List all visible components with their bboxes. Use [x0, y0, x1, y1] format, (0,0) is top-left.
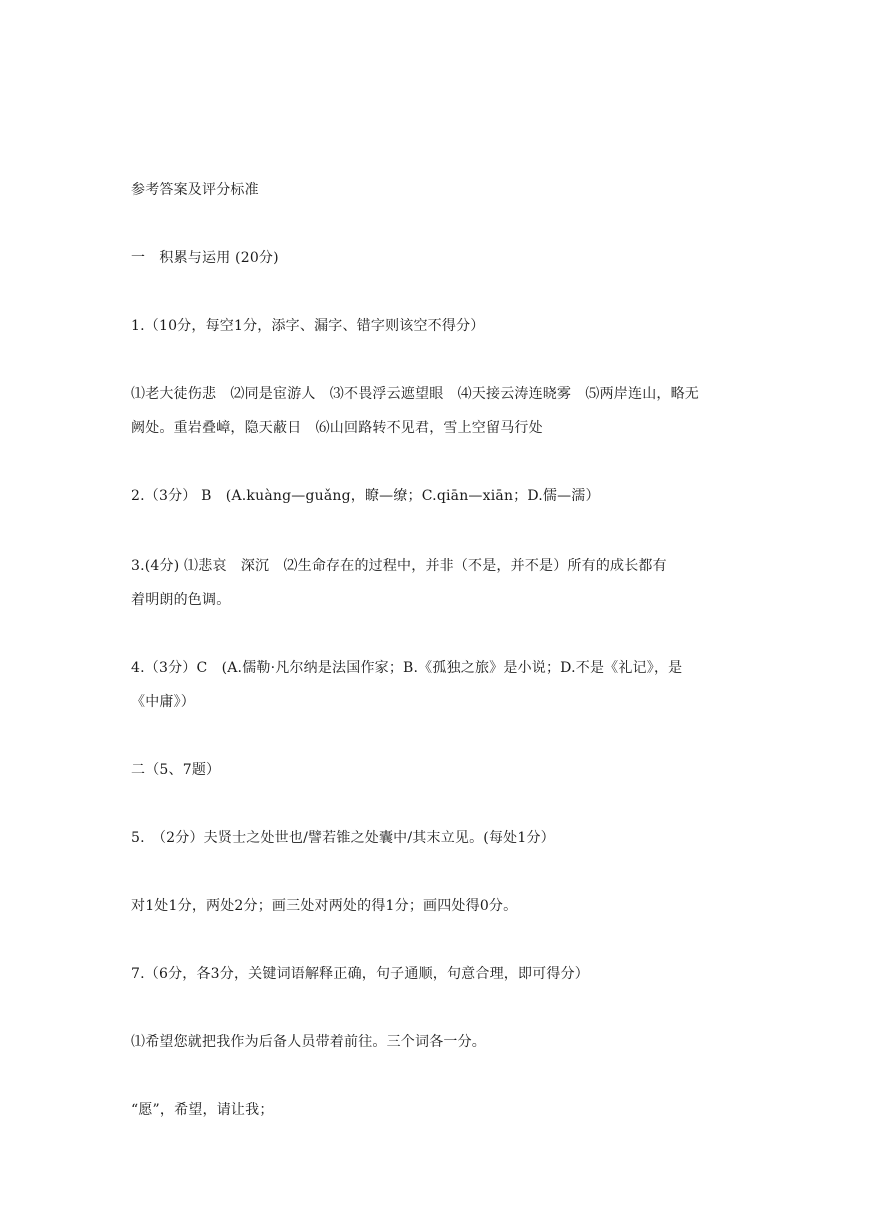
question-7-header: 7.（6分，各3分，关键词语解释正确，句子通顺，句意合理，即可得分） — [131, 966, 589, 982]
question-1-answer-line-2: 阙处。重岩叠嶂，隐天蔽日 ⑹山回路转不见君，雪上空留马行处 — [131, 420, 543, 436]
question-4-answer-line-2: 《中庸》） — [131, 694, 195, 710]
question-7-note-1: “愿”，希望，请让我； — [131, 1102, 274, 1118]
question-1-header: 1.（10分，每空1分，添字、漏字、错字则该空不得分） — [131, 318, 485, 334]
question-4-answer-line-1: 4.（3分）C (A.儒勒·凡尔纳是法国作家；B.《孤独之旅》是小说；D.不是《礼记》，是 — [131, 660, 683, 676]
question-3-answer-line-2: 着明朗的色调。 — [131, 592, 231, 608]
question-1-answer-line-1: ⑴老大徒伤悲 ⑵同是宦游人 ⑶不畏浮云遮望眼 ⑷天接云涛连晓雾 ⑸两岸连山，略无 — [131, 386, 699, 402]
section-heading-classical: 二（5、7题） — [131, 762, 221, 778]
section-heading-accumulation: 一 积累与运用 (20分) — [131, 250, 279, 266]
question-5-scoring-note: 对1处1分，两处2分；画三处对两处的得1分；画四处得0分。 — [131, 898, 518, 914]
question-2-answer: 2.（3分） B (A.kuàng—guǎng，瞭—缭；C.qiān—xiān；D.儒—濡） — [131, 488, 600, 504]
question-3-answer-line-1: 3.(4分) ⑴悲哀 深沉 ⑵生命存在的过程中，并非（不是，并不是）所有的成长都有 — [131, 558, 667, 574]
question-7-answer-1: ⑴希望您就把我作为后备人员带着前往。三个词各一分。 — [131, 1034, 486, 1050]
document-title: 参考答案及评分标准 — [131, 182, 259, 198]
question-5-answer: 5. （2分）夫贤士之处世也/譬若锥之处囊中/其末立见。(每处1分） — [131, 830, 555, 846]
